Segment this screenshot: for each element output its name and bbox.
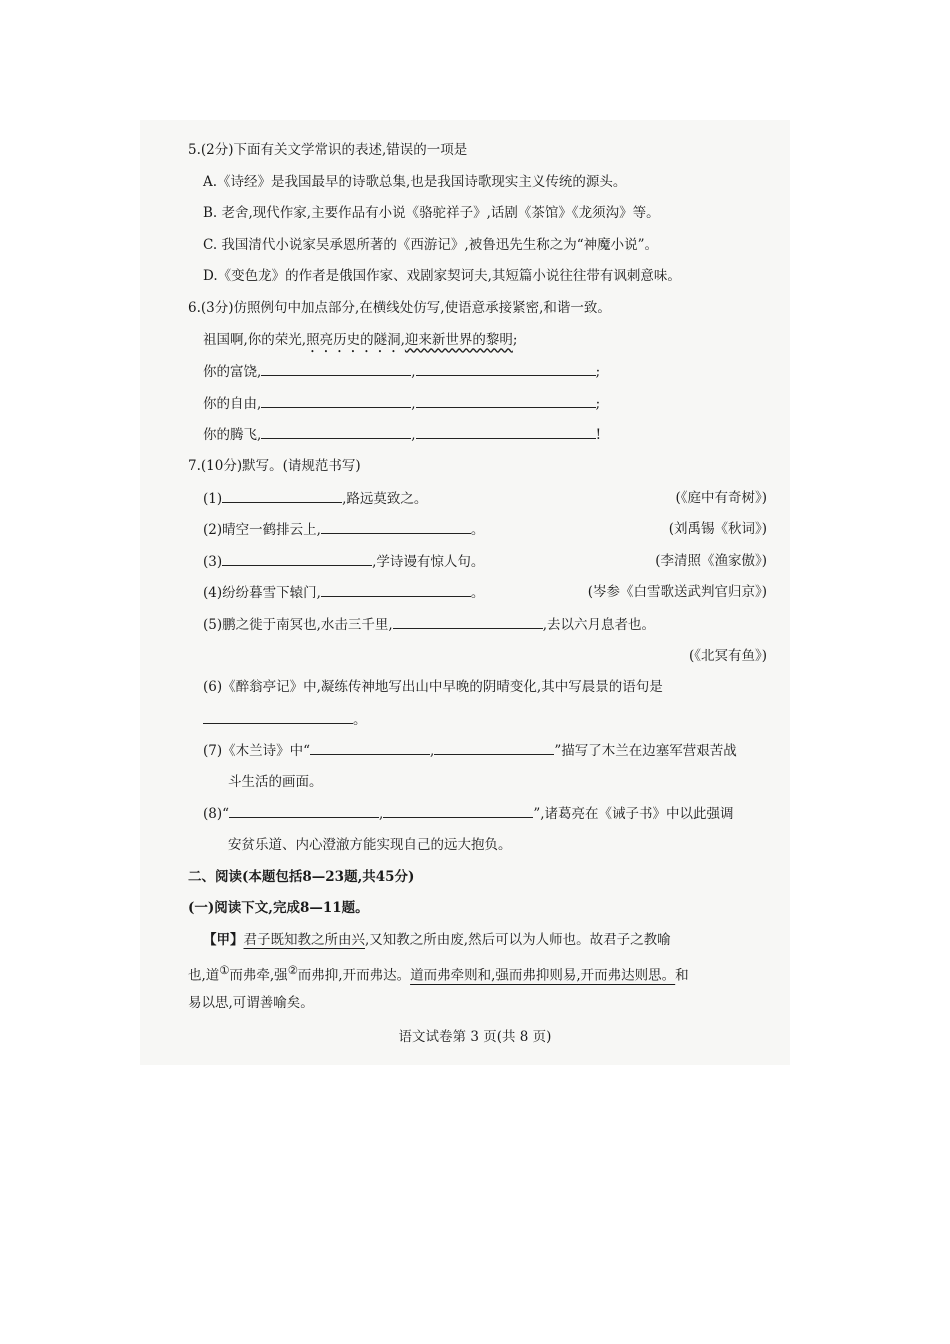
- q6-line-1: 你的富饶, , ;: [188, 361, 773, 393]
- q6-line-3: 你的腾飞, , !: [188, 424, 773, 456]
- answer-blank[interactable]: [222, 488, 342, 503]
- q5-option-a: A.《诗经》是我国最早的诗歌总集,也是我国诗歌现实主义传统的源头。: [203, 173, 627, 190]
- footnote-marker: ①: [219, 964, 230, 978]
- answer-blank[interactable]: [229, 803, 379, 818]
- underlined-sentence: 道而弗牵则和,强而弗抑则易,开而弗达则思。: [410, 967, 676, 984]
- passage-jia-line-3: 易以思,可谓善喻矣。: [188, 995, 314, 1012]
- q7-item-5: (5)鹏之徙于南冥也,水击三千里, ,去以六月息者也。: [188, 614, 773, 646]
- answer-blank[interactable]: [222, 551, 372, 566]
- answer-blank[interactable]: [203, 709, 353, 724]
- q6-stem: 6.(3分)仿照例句中加点部分,在横线处仿写,使语意承接紧密,和谐一致。: [188, 299, 611, 316]
- section-heading: 二、阅读(本题包括8—23题,共45分): [188, 868, 415, 885]
- source-citation: (刘禹锡《秋词》): [668, 521, 767, 538]
- passage-jia-line-2: 也,道①而弗牵,强②而弗抑,开而弗达。道而弗牵则和,强而弗抑则易,开而弗达则思。和: [188, 964, 689, 984]
- q7-item-7: (7)《木兰诗》中“ , ”描写了木兰在边塞军营艰苦战: [188, 740, 773, 772]
- footnote-marker: ②: [287, 964, 298, 978]
- q6-example: 祖国啊,你的荣光,照亮历史的隧洞,迎来新世界的黎明;: [203, 331, 518, 348]
- underlined-sentence: 君子既知教之所由兴: [243, 931, 365, 948]
- q7-item-8: (8)“ , ”,诸葛亮在《诫子书》中以此强调: [188, 803, 773, 835]
- q7-item-8-cont: 安贫乐道、内心澄澈方能实现自己的远大抱负。: [228, 837, 512, 854]
- q7-item-7-cont: 斗生活的画面。: [228, 773, 323, 790]
- answer-blank[interactable]: [393, 614, 543, 629]
- dotted-phrase: 照亮历史的隧洞: [306, 331, 401, 348]
- q7-item-2: (2)晴空一鹤排云上, 。 (刘禹锡《秋词》): [203, 521, 767, 539]
- q7-stem: 7.(10分)默写。(请规范书写): [188, 457, 361, 474]
- q7-item-1: (1) ,路远莫致之。 (《庭中有奇树》): [203, 489, 767, 507]
- page-footer: 语文试卷第 3 页(共 8 页): [398, 1029, 552, 1045]
- answer-blank[interactable]: [261, 361, 411, 376]
- exam-page: [188, 140, 773, 1025]
- q5-option-b: B. 老舍,现代作家,主要作品有小说《骆驼祥子》,话剧《茶馆》《龙须沟》等。: [203, 205, 660, 222]
- source-citation: (《北冥有鱼》): [688, 647, 767, 664]
- answer-blank[interactable]: [434, 740, 554, 755]
- answer-blank[interactable]: [310, 740, 430, 755]
- source-citation: (岑参《白雪歌送武判官归京》): [587, 584, 767, 601]
- answer-blank[interactable]: [261, 424, 411, 439]
- q7-item-4: (4)纷纷暮雪下辕门, 。 (岑参《白雪歌送武判官归京》): [203, 584, 767, 602]
- q7-item-3: (3) ,学诗谩有惊人句。 (李清照《渔家傲》): [203, 552, 767, 570]
- answer-blank[interactable]: [383, 803, 533, 818]
- source-citation: (《庭中有奇树》): [675, 489, 767, 506]
- answer-blank[interactable]: [416, 424, 596, 439]
- q6-line-2: 你的自由, , ;: [188, 393, 773, 425]
- answer-blank[interactable]: [321, 582, 471, 597]
- q7-item-5-source: [188, 646, 773, 678]
- q5-option-c: C. 我国清代小说家吴承恩所著的《西游记》,被鲁迅先生称之为“神魔小说”。: [203, 236, 659, 253]
- answer-blank[interactable]: [416, 393, 596, 408]
- wavy-phrase: 迎来新世界的黎明: [404, 331, 513, 348]
- q5-stem: 5.(2分)下面有关文学常识的表述,错误的一项是: [188, 142, 468, 158]
- q7-item-6: (6)《醉翁亭记》中,凝练传神地写出山中早晚的阴晴变化,其中写晨景的语句是: [203, 679, 663, 696]
- answer-blank[interactable]: [321, 519, 471, 534]
- source-citation: (李清照《渔家傲》): [655, 552, 767, 569]
- answer-blank[interactable]: [261, 393, 411, 408]
- answer-blank[interactable]: [416, 361, 596, 376]
- passage-jia-line-1: 【甲】君子既知教之所由兴,又知教之所由废,然后可以为人师也。故君子之教喻: [203, 931, 671, 948]
- q5-option-d: D.《变色龙》的作者是俄国作家、戏剧家契诃夫,其短篇小说往往带有讽刺意味。: [203, 268, 681, 285]
- q7-item-6-answer: 。: [188, 709, 773, 741]
- subsection-heading: (一)阅读下文,完成8—11题。: [188, 900, 369, 917]
- passage-label: 【甲】: [203, 931, 244, 948]
